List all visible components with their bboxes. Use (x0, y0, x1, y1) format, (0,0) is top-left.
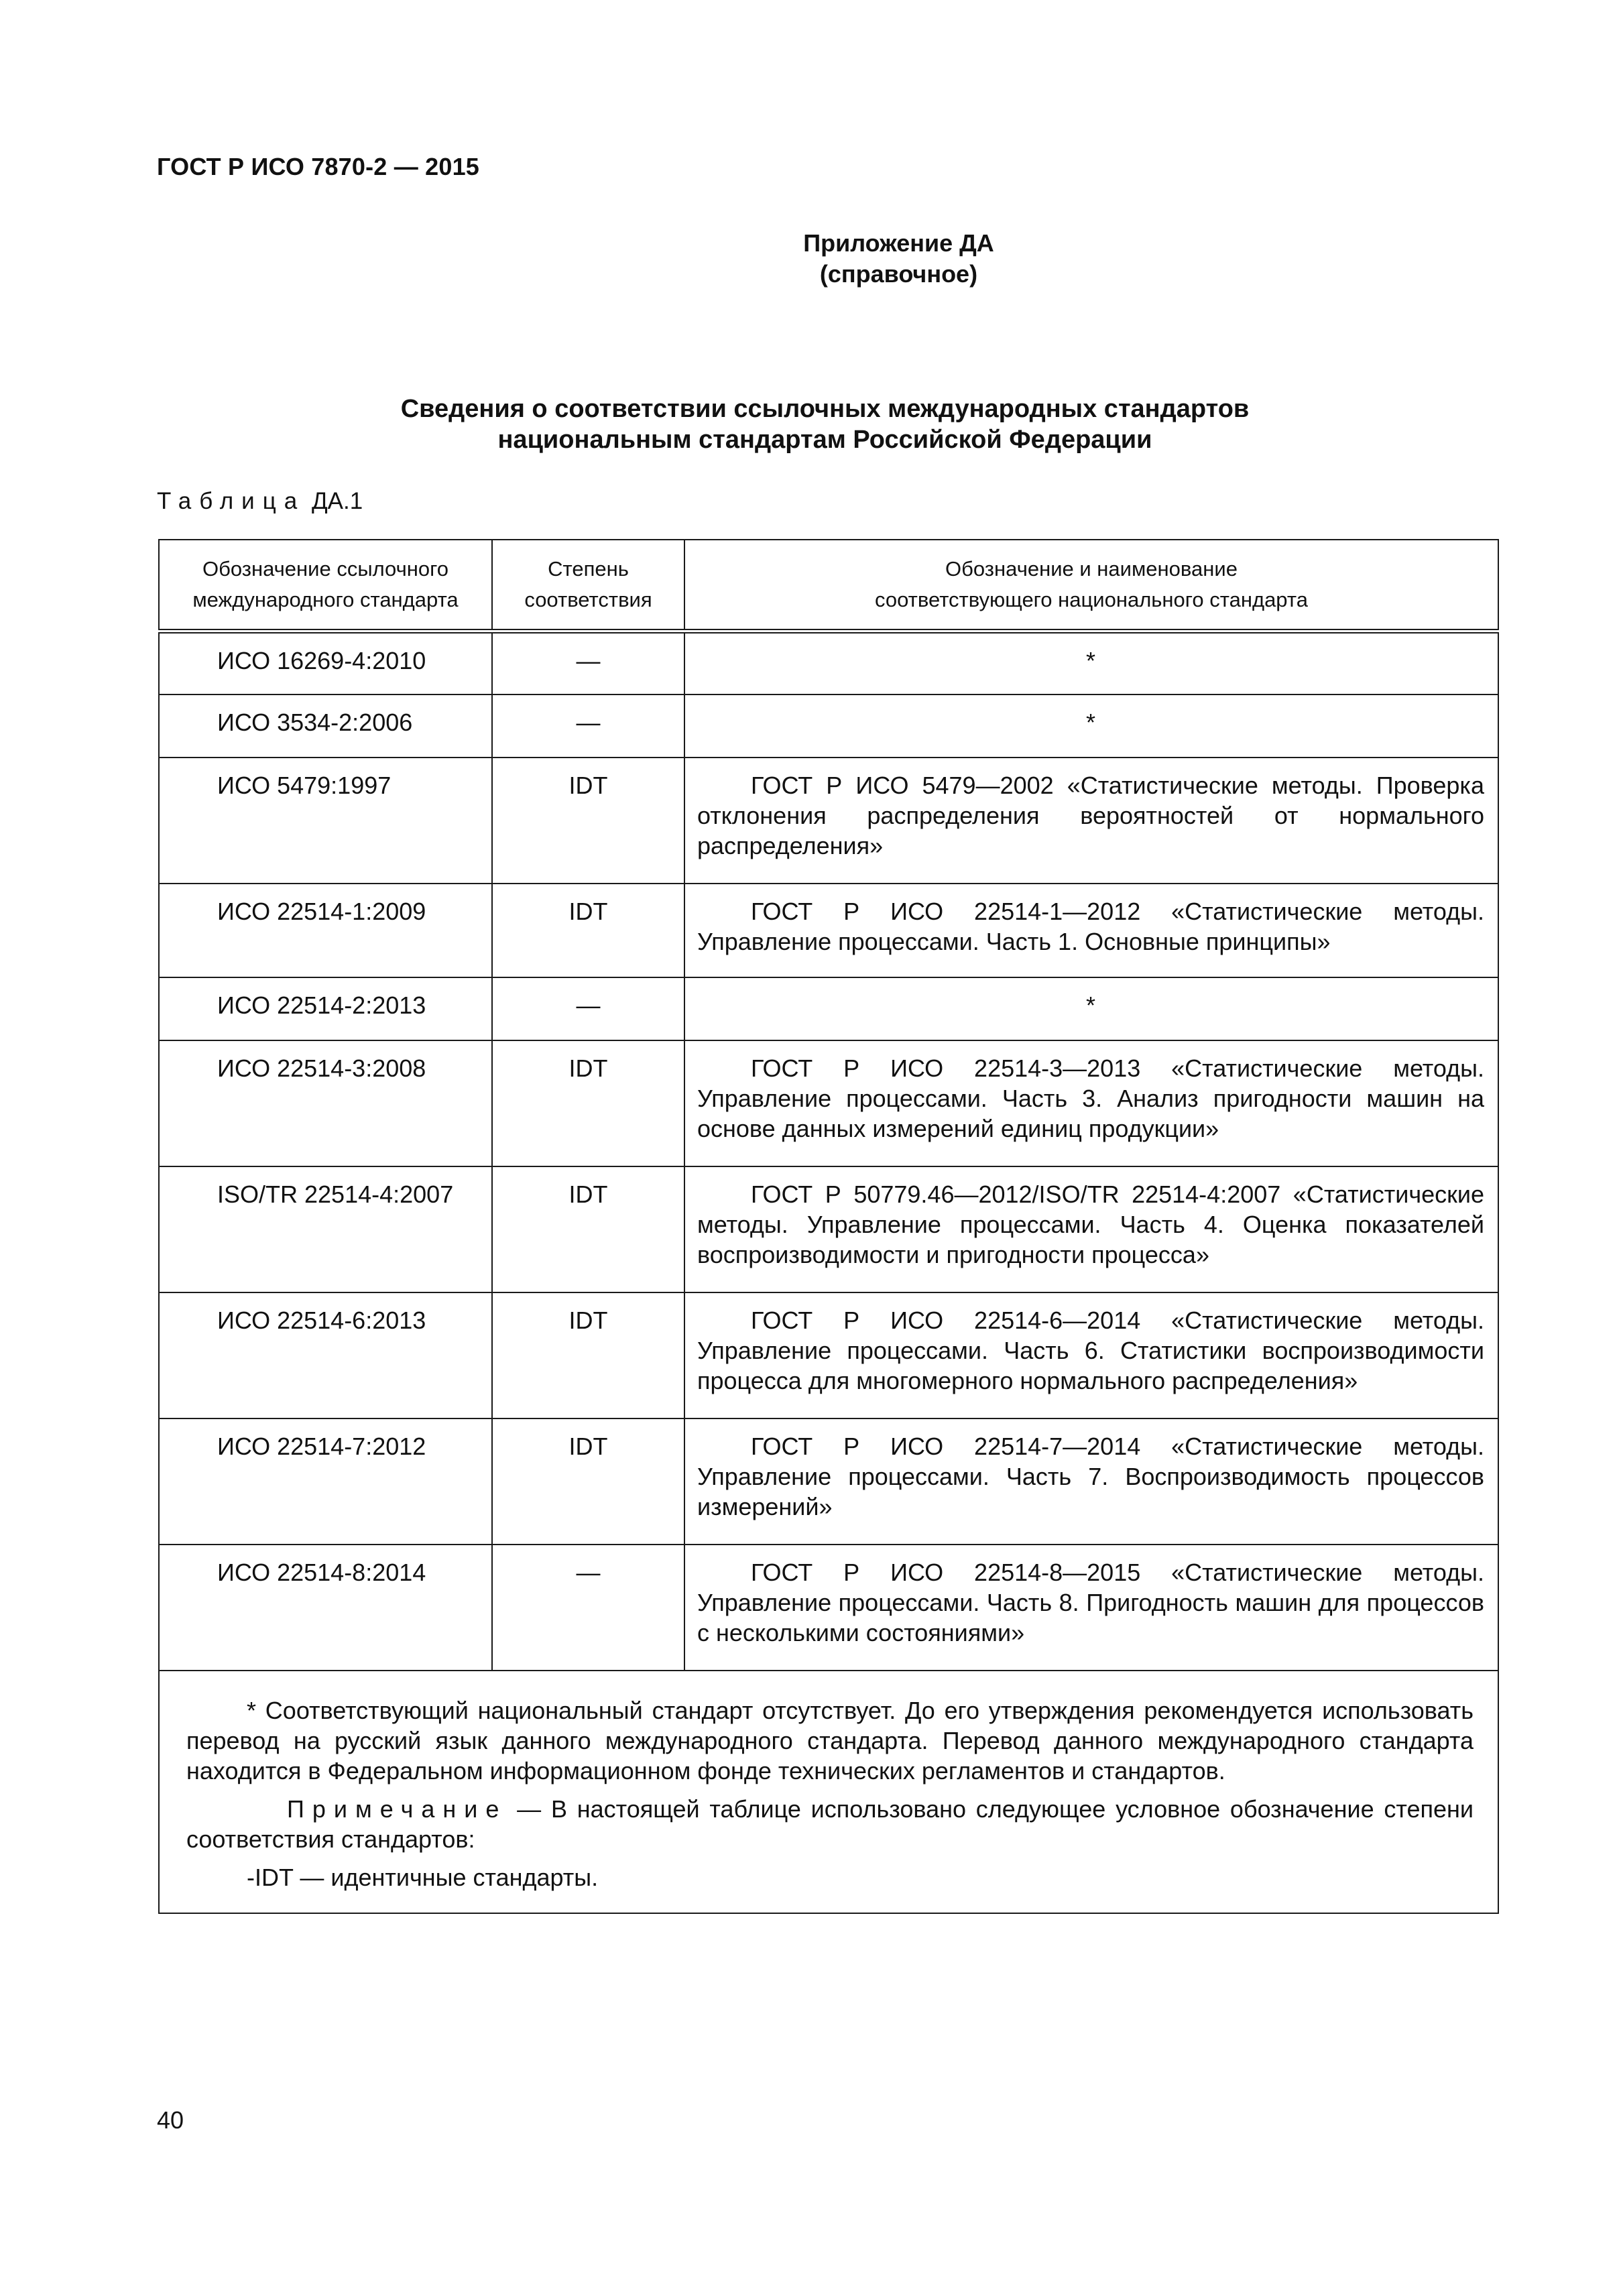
degree-cell: — (492, 631, 684, 694)
header-col1-line2: международного стандарта (192, 588, 459, 611)
table-caption-word: Таблица (157, 488, 306, 514)
degree-cell: IDT (492, 758, 684, 884)
footnote-text: * Соответствующий национальный стандарт отсутствует. До его утверждения рекомендуется использовать перевод на русский язык данного международного стандарта. Перевод данного международного стандарта находится в Федеральном информационном фонде технических регламентов и стандартов. (186, 1696, 1474, 1785)
national-text: ГОСТ Р ИСО 22514-8—2015 «Статистические методы. Управление процессами. Часть 8. Пригодность машин для процессов с несколькими состояниями» (697, 1558, 1484, 1646)
table-footnote-row (159, 1671, 1498, 1913)
header-reference-standard (159, 540, 492, 631)
reference-cell: ИСО 22514-2:2013 (159, 977, 492, 1040)
header-col3-line1: Обозначение и наименование (945, 557, 1238, 581)
correspondence-table (158, 539, 1499, 1914)
note-label: Примечание (287, 1795, 507, 1823)
header-col1-line1: Обозначение ссылочного (202, 557, 448, 581)
table-row (159, 1040, 1498, 1166)
reference-cell: ИСО 22514-7:2012 (159, 1418, 492, 1545)
reference-cell: ИСО 22514-1:2009 (159, 884, 492, 977)
national-cell: * (684, 694, 1498, 758)
appendix-title: Приложение ДА (803, 229, 994, 257)
appendix-heading (0, 228, 1623, 290)
header-degree (492, 540, 684, 631)
table-row (159, 694, 1498, 758)
note-paragraph (186, 1794, 1474, 1854)
table-row (159, 1418, 1498, 1545)
national-cell (684, 884, 1498, 977)
national-text: ГОСТ Р 50779.46—2012/ISO/TR 22514-4:2007 «Статистические методы. Управление процессами. Часть 4. Оценка показателей воспроизводимости и пригодности процесса» (697, 1180, 1484, 1268)
national-text: ГОСТ Р ИСО 22514-1—2012 «Статистические методы. Управление процессами. Часть 1. Основные принципы» (697, 897, 1484, 955)
header-col2-line1: Степень (548, 557, 629, 581)
section-title (0, 394, 1623, 455)
national-cell (684, 758, 1498, 884)
national-text: ГОСТ Р ИСО 5479—2002 «Статистические методы. Проверка отклонения распределения вероятностей от нормального распределения» (697, 771, 1484, 859)
degree-cell: IDT (492, 1418, 684, 1545)
national-cell (684, 1166, 1498, 1292)
degree-cell: IDT (492, 1166, 684, 1292)
reference-cell: ИСО 22514-6:2013 (159, 1292, 492, 1418)
table-row (159, 758, 1498, 884)
table-row (159, 1545, 1498, 1671)
table-footnote-cell (159, 1671, 1498, 1913)
table-header-row (159, 540, 1498, 631)
note-text: — В настоящей таблице использовано следующее условное обозначение степени соответствия стандартов: (186, 1795, 1474, 1853)
header-national-standard (684, 540, 1498, 631)
degree-cell: — (492, 694, 684, 758)
degree-cell: IDT (492, 1040, 684, 1166)
national-cell (684, 1292, 1498, 1418)
section-title-line2: национальным стандартам Российской Федерации (497, 426, 1152, 454)
note-item: -IDT — идентичные стандарты. (247, 1863, 599, 1891)
table-row (159, 631, 1498, 694)
reference-cell: ИСО 22514-3:2008 (159, 1040, 492, 1166)
reference-cell: ИСО 16269-4:2010 (159, 631, 492, 694)
table-caption (157, 488, 363, 515)
national-text: ГОСТ Р ИСО 22514-7—2014 «Статистические методы. Управление процессами. Часть 7. Воспроизводимость процессов измерений» (697, 1432, 1484, 1520)
table-row (159, 884, 1498, 977)
degree-cell: — (492, 1545, 684, 1671)
document-code: ГОСТ Р ИСО 7870-2 — 2015 (157, 153, 480, 180)
table-row (159, 1166, 1498, 1292)
degree-cell: IDT (492, 884, 684, 977)
national-cell (684, 1418, 1498, 1545)
table-row (159, 977, 1498, 1040)
national-text: ГОСТ Р ИСО 22514-6—2014 «Статистические методы. Управление процессами. Часть 6. Статистики воспроизводимости процесса для многомерного нормального распределения» (697, 1306, 1484, 1394)
table-caption-id: ДА.1 (311, 488, 363, 514)
reference-cell: ИСО 5479:1997 (159, 758, 492, 884)
section-title-line1: Сведения о соответствии ссылочных международных стандартов (400, 395, 1250, 423)
header-col3-line2: соответствующего национального стандарта (875, 588, 1308, 611)
degree-cell: — (492, 977, 684, 1040)
table-row (159, 1292, 1498, 1418)
correspondence-table-wrapper (158, 539, 1498, 1914)
reference-cell: ИСО 22514-8:2014 (159, 1545, 492, 1671)
degree-cell: IDT (492, 1292, 684, 1418)
header-col2-line2: соответствия (524, 588, 652, 611)
national-text: ГОСТ Р ИСО 22514-3—2013 «Статистические методы. Управление процессами. Часть 3. Анализ пригодности машин на основе данных измерений единиц продукции» (697, 1054, 1484, 1142)
national-cell: * (684, 977, 1498, 1040)
appendix-subtitle: (справочное) (819, 260, 978, 288)
reference-cell: ИСО 3534-2:2006 (159, 694, 492, 758)
national-cell: * (684, 631, 1498, 694)
page-number: 40 (157, 2106, 184, 2134)
national-cell (684, 1040, 1498, 1166)
national-cell (684, 1545, 1498, 1671)
reference-cell: ISO/TR 22514-4:2007 (159, 1166, 492, 1292)
